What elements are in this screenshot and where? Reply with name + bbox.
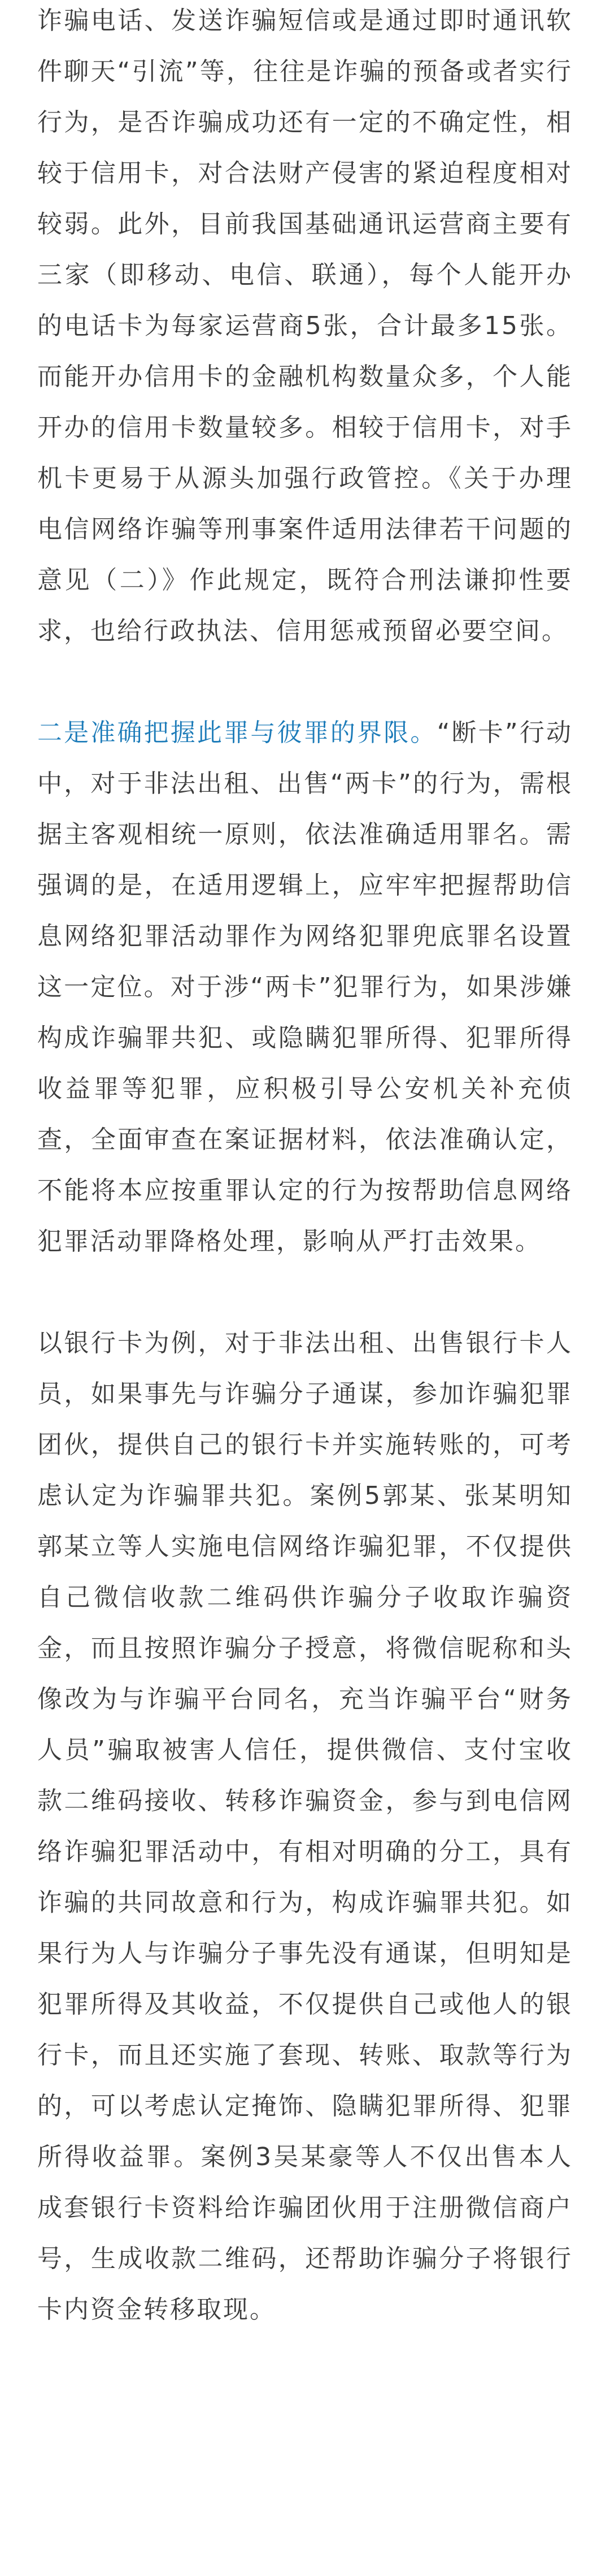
paragraph-1-text: 诈骗电话、发送诈骗短信或是通过即时通讯软件聊天“引流”等，往往是诈骗的预备或者实行行为，是否诈骗成功还有一定的不确定性，相较于信用卡，对合法财产侵害的紧迫程度相对较弱。此外，目前我国基础通讯运营商主要有三家（即移动、电信、联通），每个人能开办的电话卡为每家运营商5张，合计最多15张。而能开办信用卡的金融机构数量众多，个人能开办的信用卡数量较多。相较于信用卡，对手机卡更易于从源头加强行政管控。《关于办理电信网络诈骗等刑事案件适用法律若干问题的意见（二）》作此规定，既符合刑法谦抑性要求，也给行政执法、信用惩戒预留必要空间。 (37, 6, 573, 645)
paragraph-1 (37, 0, 573, 657)
paragraph-2-heading: 二是准确把握此罪与彼罪的界限。 (37, 718, 437, 747)
article-body (37, 0, 573, 2386)
paragraph-2-text: “断卡”行动中，对于非法出租、出售“两卡”的行为，需根据主客观相统一原则，依法准确适用罪名。需强调的是，在适用逻辑上，应牢牢把握帮助信息网络犯罪活动罪作为网络犯罪兜底罪名设置这一定位。对于涉“两卡”犯罪行为，如果涉嫌构成诈骗罪共犯、或隐瞒犯罪所得、犯罪所得收益罪等犯罪，应积极引导公安机关补充侦查，全面审查在案证据材料，依法准确认定，不能将本应按重罪认定的行为按帮助信息网络犯罪活动罪降格处理，影响从严打击效果。 (37, 718, 573, 1256)
paragraph-2 (37, 708, 573, 1267)
paragraph-3-text: 以银行卡为例，对于非法出租、出售银行卡人员，如果事先与诈骗分子通谋，参加诈骗犯罪团伙，提供自己的银行卡并实施转账的，可考虑认定为诈骗罪共犯。案例5郭某、张某明知郭某立等人实施电信网络诈骗犯罪，不仅提供自己微信收款二维码供诈骗分子收取诈骗资金，而且按照诈骗分子授意，将微信昵称和头像改为与诈骗平台同名，充当诈骗平台“财务人员”骗取被害人信任，提供微信、支付宝收款二维码接收、转移诈骗资金，参与到电信网络诈骗犯罪活动中，有相对明确的分工，具有诈骗的共同故意和行为，构成诈骗罪共犯。如果行为人与诈骗分子事先没有通谋，但明知是犯罪所得及其收益，不仅提供自己或他人的银行卡，而且还实施了套现、转账、取款等行为的，可以考虑认定掩饰、隐瞒犯罪所得、犯罪所得收益罪。案例3吴某豪等人不仅出售本人成套银行卡资料给诈骗团伙用于注册微信商户号，生成收款二维码，还帮助诈骗分子将银行卡内资金转移取现。 (37, 1329, 573, 2324)
paragraph-3 (37, 1318, 573, 2335)
